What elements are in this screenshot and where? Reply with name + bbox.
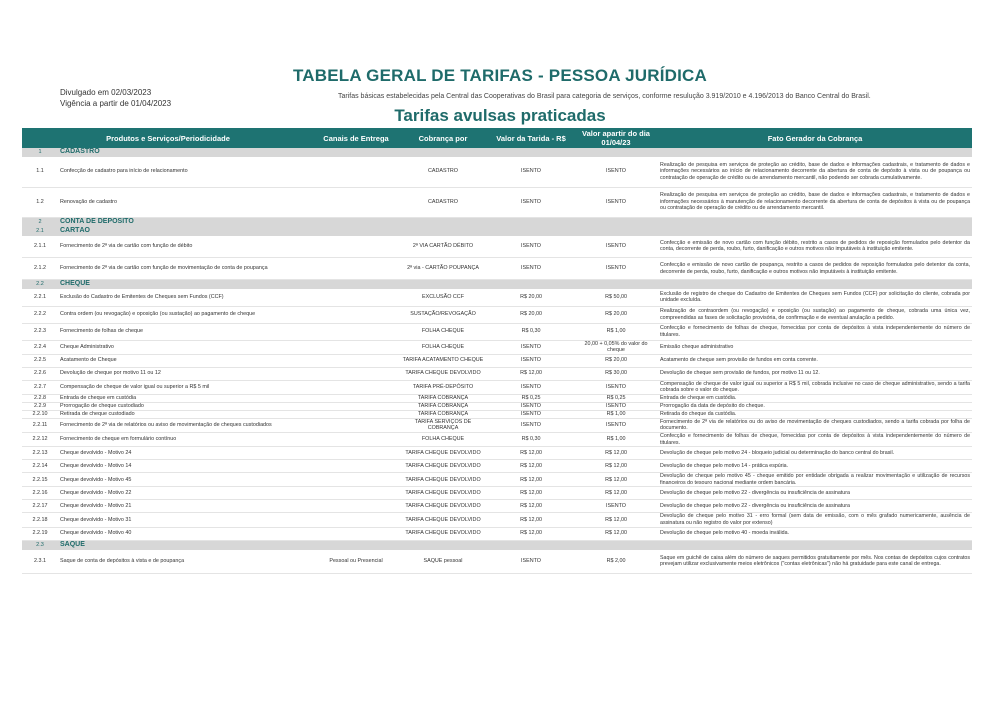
row-new-value: R$ 20,00 <box>574 354 658 367</box>
table-row <box>22 550 972 574</box>
section-number: 2 <box>22 217 58 227</box>
row-charge-by: 2ª via - CARTÃO POUPANÇA <box>398 258 488 280</box>
row-value: ISENTO <box>488 236 574 258</box>
row-fact: Retirada do cheque da custódia. <box>658 410 972 418</box>
table-row <box>22 187 972 217</box>
table-row <box>22 433 972 447</box>
row-new-value: R$ 12,00 <box>574 460 658 473</box>
row-new-value: ISENTO <box>574 258 658 280</box>
row-new-value: R$ 12,00 <box>574 513 658 527</box>
table-row <box>22 527 972 540</box>
row-product: Fornecimento de 2ª via de relatórios ou aviso de movimentação de cheques custodiados <box>58 418 314 432</box>
section-row <box>22 148 972 157</box>
row-product: Acatamento de Cheque <box>58 354 314 367</box>
row-fact: Saque em guichê de caixa além do número de saques permitidos gratuitamente por mês. Nos contas de depósitos cujos contratos prevejam utilizar exclusivamente meios eletrônicos ("contas eletrônicas") não há gratuidade para este canal de entrega. <box>658 550 972 574</box>
row-product: Renovação de cadastro <box>58 187 314 217</box>
row-new-value: R$ 30,00 <box>574 367 658 380</box>
row-number: 2.2.18 <box>22 513 58 527</box>
table-row <box>22 513 972 527</box>
table-body <box>22 148 972 574</box>
row-fact: Exclusão de registro de cheque do Cadastro de Emitentes de Cheques sem Fundos (CCF) por solicitação do cliente, cobrada por unidade excluída. <box>658 289 972 306</box>
row-fact: Devolução de cheque pelo motivo 31 - erro formal (sem data de emissão, com o mês grafado numericamente, ausência de assinatura ou não registro do valor por extenso) <box>660 513 971 527</box>
row-channel <box>314 433 398 447</box>
row-charge-by: TARIFA CHEQUE DEVOLVIDO <box>398 513 488 527</box>
section-number: 1 <box>22 148 58 157</box>
row-channel <box>314 367 398 380</box>
table-row <box>22 473 972 487</box>
row-channel <box>314 187 398 217</box>
row-fact: Confecção e emissão de novo cartão com função débito, restrito a casos de pedidos de reposição formulados pelo detentor da conta, decorrente de perda, roubo, furto, danificação e outros motivos não imputáveis à instituição emitente. <box>658 236 972 258</box>
row-product: Cheque devolvido - Motivo 14 <box>58 460 314 473</box>
row-product: Cheque devolvido - Motivo 22 <box>58 487 314 500</box>
section-label: SAQUE <box>58 540 972 550</box>
row-value: ISENTO <box>488 410 574 418</box>
section-row <box>22 217 972 227</box>
row-channel <box>314 500 398 513</box>
row-fact: Devolução de cheque pelo motivo 24 - bloqueio judicial ou determinação do banco central do brasil. <box>658 447 972 460</box>
row-fact: Fornecimento de 2ª via de relatórios ou do aviso de movimentação de cheques custodiados, sendo a tarifa cobrada por folha de documento. <box>660 418 971 432</box>
table-row <box>22 460 972 473</box>
row-number: 2.2.5 <box>22 354 58 367</box>
row-number: 2.2.9 <box>22 402 58 410</box>
section-label: CONTA DE DEPÓSITO <box>58 217 972 227</box>
section-label: CARTÃO <box>58 227 972 236</box>
row-value: ISENTO <box>488 258 574 280</box>
row-new-value: ISENTO <box>574 236 658 258</box>
row-channel <box>314 157 398 187</box>
row-channel <box>314 394 398 402</box>
table-row <box>22 394 972 402</box>
row-channel <box>314 460 398 473</box>
table-row <box>22 487 972 500</box>
row-number: 1.2 <box>22 187 58 217</box>
row-product: Contra ordem (ou revogação) e oposição (ou sustação) ao pagamento de cheque <box>58 306 314 323</box>
row-fact: Acatamento de cheque sem provisão de fundos em conta corrente. <box>658 354 972 367</box>
row-number: 2.2.6 <box>22 367 58 380</box>
published-date: Divulgado em 02/03/2023 <box>60 88 152 97</box>
row-charge-by: TARIFA ACATAMENTO CHEQUE <box>398 354 488 367</box>
table-row <box>22 323 972 340</box>
row-channel <box>314 410 398 418</box>
row-charge-by: FOLHA CHEQUE <box>398 323 488 340</box>
row-number: 2.2.17 <box>22 500 58 513</box>
row-new-value: ISENTO <box>574 380 658 394</box>
row-number: 2.2.1 <box>22 289 58 306</box>
row-new-value: ISENTO <box>574 418 658 432</box>
row-product: Fornecimento de cheque em formulário contínuo <box>58 433 314 447</box>
row-value: R$ 12,00 <box>488 487 574 500</box>
row-product: Entrada de cheque em custódia <box>58 394 314 402</box>
row-value: ISENTO <box>488 418 574 432</box>
table-row <box>22 157 972 187</box>
row-new-value: R$ 2,00 <box>574 550 658 574</box>
row-product: Devolução de cheque por motivo 11 ou 12 <box>58 367 314 380</box>
row-channel <box>314 447 398 460</box>
row-channel <box>314 487 398 500</box>
row-number: 2.2.14 <box>22 460 58 473</box>
row-channel <box>314 380 398 394</box>
row-charge-by: TARIFA CHEQUE DEVOLVIDO <box>398 473 488 487</box>
row-product: Cheque devolvido - Motivo 31 <box>58 513 314 527</box>
section-number: 2.3 <box>22 540 58 550</box>
row-new-value: ISENTO <box>574 157 658 187</box>
row-product: Saque de conta de depósitos à vista e de poupança <box>58 550 314 574</box>
row-number: 2.3.1 <box>22 550 58 574</box>
row-number: 2.2.2 <box>22 306 58 323</box>
row-value: ISENTO <box>488 187 574 217</box>
row-number: 2.2.13 <box>22 447 58 460</box>
row-channel <box>314 258 398 280</box>
row-channel: Pessoal ou Presencial <box>314 550 398 574</box>
row-fact: Realização de contraordem (ou revogação) e oposição (ou sustação) ao pagamento de cheque, cobrada uma única vez, compreendidas as fases de solicitação provisória, de confirmação e de eventual anulação a pedido. <box>658 306 972 323</box>
row-product: Cheque devolvido - Motivo 21 <box>58 500 314 513</box>
row-number: 2.1.1 <box>22 236 58 258</box>
row-product: Fornecimento de 2ª via de cartão com função de movimentação de conta de poupança <box>58 258 314 280</box>
section-label: CHEQUE <box>58 280 972 290</box>
col-header-value: Valor da Tarida - R$ <box>488 128 574 148</box>
row-value: ISENTO <box>488 157 574 187</box>
table-row <box>22 236 972 258</box>
section-label: CADASTRO <box>58 148 972 157</box>
col-header-product: Produtos e Serviços/Periodicidade <box>22 128 314 148</box>
table-row <box>22 447 972 460</box>
row-product: Fornecimento de 2ª via de cartão com função de débito <box>58 236 314 258</box>
row-product: Cheque Administrativo <box>58 340 314 354</box>
table-row <box>22 402 972 410</box>
row-charge-by: TARIFA CHEQUE DEVOLVIDO <box>398 447 488 460</box>
row-charge-by: TARIFA PRÉ-DEPÓSITO <box>398 380 488 394</box>
row-new-value: R$ 1,00 <box>574 433 658 447</box>
row-value: R$ 12,00 <box>488 460 574 473</box>
col-header-new-value: Valor apartir do dia 01/04/23 <box>574 128 658 148</box>
row-new-value: ISENTO <box>574 500 658 513</box>
table-row <box>22 418 972 432</box>
row-value: ISENTO <box>488 354 574 367</box>
row-charge-by: TARIFA CHEQUE DEVOLVIDO <box>398 527 488 540</box>
row-fact: Devolução de cheque pelo motivo 22 - divergência ou insuficiência de assinatura <box>658 487 972 500</box>
row-charge-by: TARIFA CHEQUE DEVOLVIDO <box>398 500 488 513</box>
row-product: Exclusão do Cadastro de Emitentes de Cheques sem Fundos (CCF) <box>58 289 314 306</box>
row-product: Cheque devolvido - Motivo 24 <box>58 447 314 460</box>
row-number: 2.2.15 <box>22 473 58 487</box>
row-value: R$ 20,00 <box>488 306 574 323</box>
row-channel <box>314 513 398 527</box>
header-description: Tarifas básicas estabelecidas pela Central das Cooperativas do Brasil para categoria de serviços, conforme resulução 3.919/2010 e 4.196/2013 do Banco Central do Brasil. <box>338 93 871 100</box>
table-row <box>22 367 972 380</box>
row-number: 2.2.12 <box>22 433 58 447</box>
row-new-value: R$ 12,00 <box>574 447 658 460</box>
row-new-value: R$ 0,25 <box>574 394 658 402</box>
row-charge-by: CADASTRO <box>398 187 488 217</box>
row-channel <box>314 289 398 306</box>
table-row <box>22 500 972 513</box>
row-new-value: R$ 20,00 <box>574 306 658 323</box>
row-new-value: R$ 12,00 <box>574 527 658 540</box>
row-value: ISENTO <box>488 380 574 394</box>
section-row <box>22 227 972 236</box>
section-number: 2.1 <box>22 227 58 236</box>
row-fact: Devolução de cheque pelo motivo 40 - moeda inválida. <box>658 527 972 540</box>
row-product: Prorrogação de cheque custodiado <box>58 402 314 410</box>
row-product: Cheque devolvido - Motivo 45 <box>58 473 314 487</box>
row-number: 2.2.4 <box>22 340 58 354</box>
row-number: 2.2.8 <box>22 394 58 402</box>
table-header-row <box>22 128 972 148</box>
row-fact: Devolução de cheque sem provisão de fundos, por motivo 11 ou 12. <box>658 367 972 380</box>
row-channel <box>314 402 398 410</box>
row-value: R$ 12,00 <box>488 513 574 527</box>
row-channel <box>314 473 398 487</box>
row-channel <box>314 418 398 432</box>
row-charge-by: TARIFA COBRANÇA <box>398 394 488 402</box>
row-channel <box>314 527 398 540</box>
row-charge-by: CADASTRO <box>398 157 488 187</box>
table-row <box>22 354 972 367</box>
page-subtitle: Tarifas avulsas praticadas <box>394 106 606 125</box>
row-fact: Prorrogação da data de depósito do cheque. <box>658 402 972 410</box>
row-new-value: ISENTO <box>574 187 658 217</box>
row-value: R$ 12,00 <box>488 473 574 487</box>
col-header-charge-by: Cobrança por <box>398 128 488 148</box>
row-value: R$ 12,00 <box>488 500 574 513</box>
row-number: 2.2.19 <box>22 527 58 540</box>
row-product: Confecção de cadastro para início de relacionamento <box>58 157 314 187</box>
row-value: ISENTO <box>488 402 574 410</box>
row-channel <box>314 354 398 367</box>
row-new-value: R$ 50,00 <box>574 289 658 306</box>
row-charge-by: TARIFA COBRANÇA <box>398 410 488 418</box>
row-charge-by: 2ª VIA CARTÃO DÉBITO <box>398 236 488 258</box>
tariff-table <box>22 128 972 574</box>
row-fact: Realização de pesquisa em serviços de proteção ao crédito, base de dados e informações cadastrais, e tratamento de dados e informações necessários ao início de relacionamento decorrente da abertura de conta de depósito à vista ou de poupança ou contratação de operação de crédito ou de arrendamento mercantil, não podendo ser cobrada cumulativamente. <box>658 157 972 187</box>
row-charge-by: TARIFA SERVIÇOS DE COBRANÇA <box>398 418 488 432</box>
row-value: R$ 0,30 <box>488 433 574 447</box>
row-fact: Confecção e fornecimento de folhas de cheque, fornecidas por conta de depósitos à vista independentemente do número de titulares. <box>660 433 971 446</box>
row-charge-by: TARIFA CHEQUE DEVOLVIDO <box>398 487 488 500</box>
row-number: 2.2.10 <box>22 410 58 418</box>
row-value: R$ 12,00 <box>488 367 574 380</box>
table-row <box>22 289 972 306</box>
table-row <box>22 340 972 354</box>
row-new-value: R$ 1,00 <box>574 410 658 418</box>
row-charge-by: TARIFA COBRANÇA <box>398 402 488 410</box>
row-number: 2.2.16 <box>22 487 58 500</box>
section-row <box>22 540 972 550</box>
row-charge-by: TARIFA CHEQUE DEVOLVIDO <box>398 460 488 473</box>
row-new-value: R$ 1,00 <box>574 323 658 340</box>
row-channel <box>314 340 398 354</box>
row-fact: Devolução de cheque pelo motivo 22 - divergência ou insuficiência de assinatura <box>658 500 972 513</box>
row-number: 2.2.7 <box>22 380 58 394</box>
row-value: R$ 0,30 <box>488 323 574 340</box>
row-new-value: ISENTO <box>574 402 658 410</box>
table-row <box>22 380 972 394</box>
row-value: R$ 0,25 <box>488 394 574 402</box>
row-fact: Confecção e emissão de novo cartão de poupança, restrito a casos de pedidos de reposição formulados pelo detentor da conta, decorrente de perda, roubo, furto, danificação e outros motivos não imputáveis à instituição emitente. <box>658 258 972 280</box>
row-new-value: 20,00 + 0,05% do valor do cheque <box>574 340 658 354</box>
row-fact: Devolução de cheque pelo motivo 45 - cheque emitido por entidade obrigada a realizar movimentação e utilização de recursos financeiros do tesouro nacional mediante ordem bancária. <box>660 473 971 486</box>
row-number: 2.1.2 <box>22 258 58 280</box>
row-product: Fornecimento de folhas de cheque <box>58 323 314 340</box>
col-header-fact: Fato Gerador da Cobrança <box>658 128 972 148</box>
row-value: R$ 20,00 <box>488 289 574 306</box>
table-row <box>22 306 972 323</box>
row-number: 1.1 <box>22 157 58 187</box>
row-product: Cheque devolvido - Motivo 40 <box>58 527 314 540</box>
row-fact: Emissão cheque administrativo <box>658 340 972 354</box>
row-channel <box>314 306 398 323</box>
row-charge-by: FOLHA CHEQUE <box>398 340 488 354</box>
row-charge-by: TARIFA CHEQUE DEVOLVIDO <box>398 367 488 380</box>
row-channel <box>314 323 398 340</box>
row-number: 2.2.11 <box>22 418 58 432</box>
row-new-value: R$ 12,00 <box>574 487 658 500</box>
row-fact: Confecção e fornecimento de folhas de cheque, fornecidas por conta de depósitos à vista independentemente do número de titulares. <box>658 323 972 340</box>
row-channel <box>314 236 398 258</box>
row-charge-by: SAQUE pessoal <box>398 550 488 574</box>
row-charge-by: FOLHA CHEQUE <box>398 433 488 447</box>
row-value: R$ 12,00 <box>488 447 574 460</box>
row-value: ISENTO <box>488 550 574 574</box>
table-row <box>22 410 972 418</box>
table-row <box>22 258 972 280</box>
row-fact: Compensação de cheque de valor igual ou superior a R$ 5 mil, cobrada inclusive no caso de cheque administrativo, sendo a tarifa cobrada sobre o valor do cheque. <box>660 380 971 394</box>
row-number: 2.2.3 <box>22 323 58 340</box>
row-product: Compensação de cheque de valor igual ou superior a R$ 5 mil <box>58 380 314 394</box>
section-row <box>22 280 972 290</box>
row-charge-by: SUSTAÇÃO/REVOGAÇÃO <box>398 306 488 323</box>
row-fact: Entrada de cheque em custódia. <box>658 394 972 402</box>
page-title: TABELA GERAL DE TARIFAS - PESSOA JURÍDICA <box>292 66 708 85</box>
section-number: 2.2 <box>22 280 58 290</box>
row-fact: Devolução de cheque pelo motivo 14 - prática espúria. <box>658 460 972 473</box>
row-value: R$ 12,00 <box>488 527 574 540</box>
row-fact: Realização de pesquisa em serviços de proteção ao crédito, base de dados e informações cadastrais, e tratamento de dados e informações necessários à manutenção de relacionamento decorrente da abertura de conta de depósitos à vista ou de poupança ou contratação de operação de crédito ou de arrendamento mercantil. <box>658 187 972 217</box>
effective-date: Vigência a partir de 01/04/2023 <box>60 99 172 108</box>
row-new-value: R$ 12,00 <box>574 473 658 487</box>
col-header-channel: Canais de Entrega <box>314 128 398 148</box>
row-value: ISENTO <box>488 340 574 354</box>
row-charge-by: EXCLUSÃO CCF <box>398 289 488 306</box>
row-product: Retirada de cheque custodiado <box>58 410 314 418</box>
